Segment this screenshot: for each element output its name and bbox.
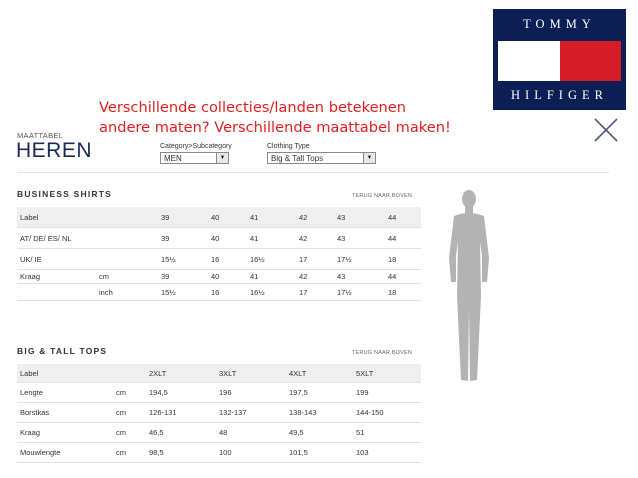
table-cell: 17 [299,254,308,264]
table-cell: 46,5 [149,428,164,437]
logo-flag [498,41,621,81]
table-cell: 42 [299,233,308,243]
table-cell: 48 [219,428,228,437]
row-label: Borstkas [20,408,50,417]
table-row [17,228,421,249]
table-cell: 194,5 [149,388,168,397]
table-cell: 199 [356,388,369,397]
table-cell: 16½ [250,287,265,297]
table-row [17,270,421,284]
table-cell: 49,5 [289,428,304,437]
header-divider [17,172,609,173]
table-cell: 197,5 [289,388,308,397]
table-cell: 15½ [161,254,176,264]
table-cell: 144-150 [356,408,384,417]
person-silhouette-icon [444,186,494,384]
table-cell: 44 [388,233,397,243]
row-label: Mouwlengte [20,448,61,457]
row-label: Kraag [20,428,41,437]
logo-flag-white [498,41,560,81]
row-label: AT/ DE/ ES/ NL [20,233,72,243]
table-cell: 16 [211,287,220,297]
category-select-value: MEN [164,154,182,163]
table-row [17,423,421,443]
table-header-row [17,207,421,228]
table-cell: 44 [388,272,397,281]
row-label: UK/ IE [20,254,42,264]
table-cell: 42 [299,272,308,281]
table-cell: 41 [250,272,259,281]
table-cell: 4XLT [289,368,307,378]
table-cell: 196 [219,388,232,397]
table-cell: 43 [337,272,346,281]
table-cell: 40 [211,233,220,243]
table-cell: 18 [388,287,397,297]
row-label: Kraag [20,272,41,281]
table-row [17,249,421,270]
page-title: HEREN [16,139,93,162]
table-cell: 41 [250,212,259,222]
table-cell: 40 [211,272,220,281]
table-cell: 101,5 [289,448,308,457]
chevron-down-icon[interactable]: ▼ [216,153,228,163]
row-unit: inch [99,287,113,297]
annotation-line-2: andere maten? Verschillende maattabel maken! [99,119,451,136]
business-shirts-table [17,207,421,301]
row-unit: cm [116,388,126,397]
table-cell: 16½ [250,254,265,264]
row-unit: cm [116,428,126,437]
row-unit: cm [116,408,126,417]
table-cell: 43 [337,212,346,222]
table-cell: 39 [161,233,170,243]
table-cell: 41 [250,233,259,243]
category-label: Category>Subcategory [160,143,232,150]
table-cell: 17½ [337,254,352,264]
table-cell: 42 [299,212,308,222]
row-label: Label [20,212,39,222]
table-cell: 98,5 [149,448,164,457]
logo-flag-red [560,41,622,81]
row-unit: cm [116,448,126,457]
table-row [17,403,421,423]
table-cell: 126-131 [149,408,177,417]
table-header-row [17,364,421,383]
table-cell: 138-143 [289,408,317,417]
table-cell: 15½ [161,287,176,297]
annotation-line-1: Verschillende collecties/landen betekenen [99,99,407,116]
business-shirts-title: BUSINESS SHIRTS [17,189,112,199]
big-tall-table [17,364,421,463]
page-subtitle: MAATTABEL [17,131,64,140]
chevron-down-icon[interactable]: ▼ [363,153,375,163]
clothing-type-select[interactable] [267,152,376,164]
table-cell: 39 [161,212,170,222]
logo-top-text: TOMMY [523,17,596,31]
table-cell: 17 [299,287,308,297]
table-cell: 5XLT [356,368,374,378]
big-tall-title: BIG & TALL TOPS [17,346,108,356]
table-cell: 40 [211,212,220,222]
close-icon[interactable] [592,116,620,144]
logo-bottom-text: HILFIGER [511,88,608,102]
table-cell: 44 [388,212,397,222]
table-row [17,383,421,403]
table-cell: 16 [211,254,220,264]
table-cell: 2XLT [149,368,167,378]
table-cell: 100 [219,448,232,457]
clothing-type-select-value: Big & Tall Tops [271,154,324,163]
table-cell: 43 [337,233,346,243]
category-select[interactable] [160,152,229,164]
table-row [17,284,421,301]
annotation-note [99,98,451,138]
clothing-type-label: Clothing Type [267,143,310,150]
row-unit: cm [99,272,109,281]
table-cell: 3XLT [219,368,237,378]
tommy-hilfiger-logo [493,9,626,110]
table-cell: 18 [388,254,397,264]
table-row [17,443,421,463]
back-to-top-link[interactable]: TERUG NAAR BOVEN [352,193,413,199]
table-cell: 39 [161,272,170,281]
table-cell: 17½ [337,287,352,297]
back-to-top-link[interactable]: TERUG NAAR BOVEN [352,350,413,356]
row-label: Lengte [20,388,43,397]
table-cell: 132-137 [219,408,247,417]
table-cell: 103 [356,448,369,457]
table-cell: 51 [356,428,365,437]
row-label: Label [20,368,39,378]
